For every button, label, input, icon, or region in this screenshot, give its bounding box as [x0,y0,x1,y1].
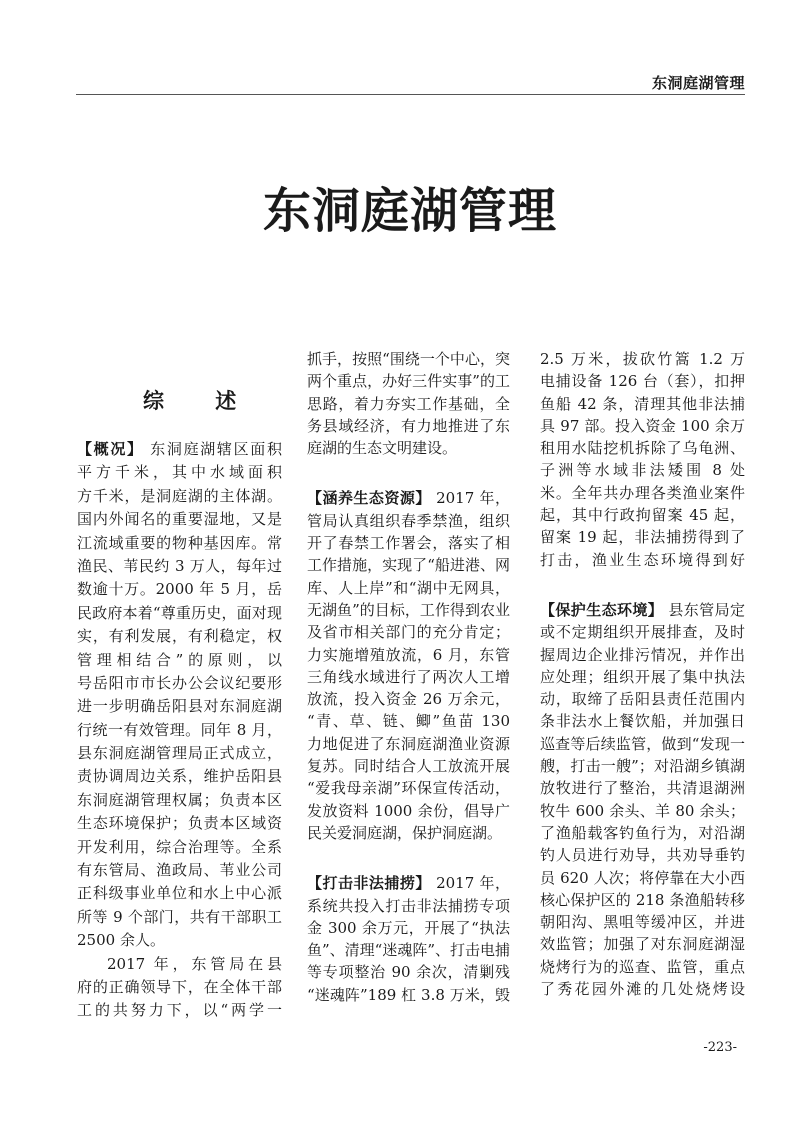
line-text: 留案 19 起，非法捕捞得到了 [540,528,745,547]
line-text: 工作措施，实现了“船进港、网 [307,556,510,575]
text-line [540,459,745,481]
line-text: 县东管局定 [668,600,745,619]
line-text: 效监管；加强了对东洞庭湖湿 [540,935,745,954]
text-line [307,939,510,961]
line-text: 力实施增殖放流，6 月，东管 [307,645,510,664]
line-text: 2017 年， [436,874,510,893]
text-column-1 [77,438,282,1023]
line-text: 电捕设备 126 台（套），扣押 [540,372,745,391]
line-text: 东洞庭湖辖区面积 [150,440,282,458]
line-text: 实，有利发展，有利稳定，权 [77,627,282,646]
line-text: 艘，打击一艘”；对沿湖乡镇湖 [540,757,745,776]
text-line [540,822,745,844]
page-number: -223- [703,1040,737,1055]
line-text: 无湖鱼”的目标，工作得到农业 [307,600,510,619]
line-text: 生态环境保护；负责本区域资 [77,814,282,833]
line-text: 2017 年， [436,489,510,508]
line-text: 等专项整治 90 余次，清剿残 [307,963,510,982]
paragraph-heading: 【概况】 [77,440,144,458]
text-line [307,510,510,532]
text-line [77,999,282,1022]
paragraph [307,487,510,844]
line-text: 动，取缔了岳阳县责任范围内 [540,690,745,709]
text-line [307,777,510,799]
line-text: 鱼”、清理“迷魂阵”、打击电捕 [307,941,510,960]
line-text: 鱼船 42 条，清理其他非法捕 [540,394,745,413]
line-text: 或不定期组织开展排查，及时 [540,623,745,642]
line-text: 正科级事业单位和水上中心派 [77,884,282,903]
text-line [77,602,282,625]
text-line [540,911,745,933]
text-line [540,733,745,755]
text-line [540,393,745,415]
line-text: 平方千米，其中水域面积 [77,463,282,482]
line-text: 数逾十万。2000 年 5 月，岳 [77,580,282,599]
text-line [540,933,745,955]
line-text: 2017 年，东管局在县 [107,954,282,973]
text-line [307,872,510,894]
line-text: “爱我母亲湖”环保宣传活动， [307,779,510,798]
text-line [77,625,282,648]
line-text: 2.5 万米，拔砍竹篙 1.2 万 [540,350,745,368]
line-text: 子洲等水域非法矮围 8 处 [540,461,745,480]
text-line [307,733,510,755]
text-line [77,765,282,788]
line-text: 江流域重要的物种基因库。常 [77,533,282,552]
text-line [540,867,745,889]
line-text: 牧牛 600 余头、羊 80 余头； [540,801,745,820]
text-line [77,508,282,531]
line-text: 有东管局、渔政局、苇业公司 [77,861,282,880]
text-line [540,978,745,1000]
line-text: 进一步明确岳阳县对东洞庭湖 [77,697,282,716]
line-text: 民关爱洞庭湖，保护洞庭湖。 [307,823,503,842]
text-line [540,599,745,621]
text-line [540,666,745,688]
paragraph-heading: 【涵养生态资源】 [307,489,431,508]
line-text: 方千米，是洞庭湖的主体湖。 [77,486,282,505]
text-line [307,688,510,710]
line-text: 发放资料 1000 余份，倡导广 [307,801,510,820]
text-line [540,526,745,548]
line-text: “迷魂阵”189 杠 3.8 万米，毁 [307,985,510,1004]
line-text: 民政府本着“尊重历史，面对现 [77,603,282,622]
line-text: 渔民、苇民约 3 万人，每年过 [77,556,282,575]
text-line [77,812,282,835]
text-line [307,437,510,459]
line-text: 开了春禁工作署会，落实了相 [307,534,510,553]
paragraph [307,872,510,1006]
section-title: 综 述 [143,388,259,413]
line-text: 系统共投入打击非法捕捞专项 [307,896,510,915]
line-text: 抓手，按照“围绕一个中心，突 [307,350,510,368]
line-text: 租用水陆挖机拆除了乌龟洲、 [540,439,745,458]
text-line [77,859,282,882]
line-text: 金 300 余万元，开展了“执法 [307,918,510,937]
text-line [77,672,282,695]
text-line [540,956,745,978]
text-line [307,599,510,621]
text-line [77,789,282,812]
line-text: 库、人上岸”和“湖中无网具， [307,578,510,597]
text-line [540,710,745,732]
text-line [540,844,745,866]
text-line [307,961,510,983]
line-text: 了秀花园外滩的几处烧烤设 [540,980,745,999]
line-text: 具 97 部。投入资金 100 余万 [540,416,745,435]
text-line [307,393,510,415]
line-text: 及省市相关部门的充分肯定； [307,623,510,642]
paragraph [77,438,282,953]
text-line [77,649,282,672]
text-line [77,695,282,718]
text-line [307,621,510,643]
text-line [77,906,282,929]
text-line [540,348,745,370]
text-line [540,755,745,777]
line-text: 庭湖的生态文明建设。 [307,439,458,458]
text-line [77,976,282,999]
line-text: 思路，着力夯实工作基础，全 [307,394,510,413]
line-text: 行统一有效管理。同年 8 月， [77,720,282,739]
line-text: 了渔船载客钓鱼行为，对沿湖 [540,823,745,842]
text-line [77,578,282,601]
line-text: 条非法水上餐饮船，并加强日 [540,712,745,731]
text-line [307,822,510,844]
text-line [77,719,282,742]
text-line [307,532,510,554]
line-text: 复苏。同时结合人工放流开展 [307,757,510,776]
line-text: “青、草、链、鲫”鱼苗 130 [307,712,510,731]
text-line [307,577,510,599]
text-line [540,800,745,822]
text-line [540,370,745,392]
text-line [77,461,282,484]
text-line [307,487,510,509]
text-line [540,415,745,437]
text-line [540,777,745,799]
text-column-3 [540,348,745,1000]
running-head: 东洞庭湖管理 [651,74,745,92]
text-line [307,554,510,576]
text-line [307,415,510,437]
text-line [307,370,510,392]
text-line [307,917,510,939]
text-line [540,549,745,571]
line-text: 烧烤行为的巡查、监管，重点 [540,957,745,976]
line-text: 起，其中行政拘留案 45 起， [540,506,745,525]
text-line [77,929,282,952]
line-text: 三角线水域进行了两次人工增 [307,667,510,686]
line-text: 管局认真组织春季禁渔，组织 [307,511,510,530]
line-text: 所等 9 个部门，共有干部职工 [77,907,282,926]
line-text: 应处理；组织开展了集中执法 [540,667,745,686]
text-line [77,742,282,765]
line-text: 巡查等后续监管，做到“发现一 [540,734,745,753]
line-text: 县东洞庭湖管理局正式成立， [77,744,282,763]
paragraph-heading: 【保护生态环境】 [540,600,664,619]
text-line [307,644,510,666]
chapter-title: 东洞庭湖管理 [262,183,557,239]
text-line [540,437,745,459]
line-text: 2500 余人。 [77,931,165,950]
text-line [540,889,745,911]
text-line [77,532,282,555]
line-text: 握周边企业排污情况，并作出 [540,645,745,664]
text-line [77,438,282,461]
line-text: 放流，投入资金 26 万余元， [307,690,510,709]
text-line [77,836,282,859]
line-text: 号岳阳市市长办公会议纪要形 [77,673,282,692]
text-line [77,882,282,905]
paragraph [540,599,745,1000]
text-line [540,644,745,666]
line-text: 责协调周边关系，维护岳阳县 [77,767,282,786]
header-rule [76,94,745,95]
text-line [307,895,510,917]
text-line [540,482,745,504]
line-text: 钓人员进行劝导，共劝导垂钓 [540,846,745,865]
paragraph-heading: 【打击非法捕捞】 [307,874,431,893]
paragraph [77,953,282,1023]
text-line [307,710,510,732]
text-line [540,621,745,643]
line-text: 核心保护区的 218 条渔船转移 [540,890,745,909]
text-line [307,348,510,370]
text-line [307,984,510,1006]
line-text: 力地促进了东洞庭湖渔业资源 [307,734,510,753]
line-text: 打击，渔业生态环境得到好 [540,550,745,569]
text-line [77,953,282,976]
line-text: 务县域经济，有力地推进了东 [307,416,510,435]
line-text: 开发利用，综合治理等。全系 [77,837,282,856]
paragraph [307,348,510,459]
text-line [307,755,510,777]
line-text: 东洞庭湖管理权属；负责本区 [77,790,282,809]
line-text: 米。全年共办理各类渔业案件 [540,483,745,502]
line-text: 朝阳沟、黑咀等缓冲区，并进 [540,913,745,932]
text-line [77,555,282,578]
text-line [77,485,282,508]
text-line [540,688,745,710]
line-text: 府的正确领导下，在全体干部 [77,977,282,996]
text-line [307,666,510,688]
line-text: 两个重点，办好三件实事”的工 [307,372,510,391]
paragraph [540,348,745,571]
line-text: 国内外闻名的重要湿地，又是 [77,510,282,529]
line-text: 工的共努力下，以“两学一 [77,1001,282,1020]
line-text: 管理相结合”的原则，以 [77,650,282,669]
line-text: 放牧进行了整治，共清退湖洲 [540,779,745,798]
text-line [540,504,745,526]
text-column-2 [307,348,510,1006]
text-line [307,800,510,822]
line-text: 员 620 人次；将停靠在大小西 [540,868,745,887]
